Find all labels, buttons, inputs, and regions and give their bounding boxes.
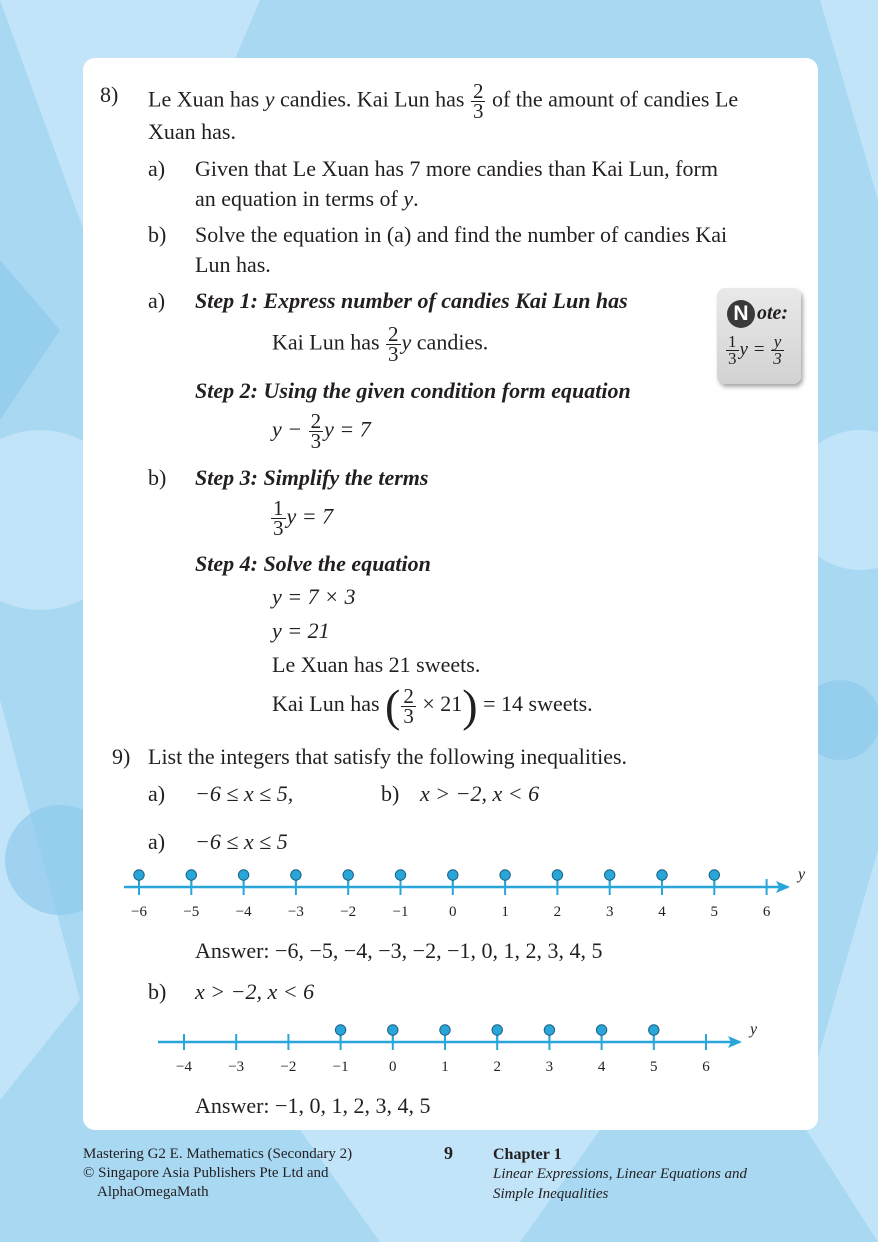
number-line-a-dot <box>709 870 719 880</box>
chapter-title: Simple Inequalities <box>493 1186 609 1202</box>
page-number: 9 <box>444 1143 453 1163</box>
number-line-b-dot <box>649 1025 659 1035</box>
step-heading: Step 3: Simplify the terms <box>195 465 429 490</box>
number-line-a-dot <box>552 870 562 880</box>
question-text: Xuan has. <box>148 119 236 144</box>
chapter-label: Chapter 1 <box>493 1146 562 1163</box>
question-number: 9) <box>112 744 131 769</box>
solution-label: b) <box>148 465 167 490</box>
footer-copyright: AlphaOmegaMath <box>97 1184 209 1200</box>
solution-label: a) <box>148 829 166 854</box>
content-card <box>83 58 818 1130</box>
step-heading: Step 1: Express number of candies Kai Lun has <box>195 288 628 313</box>
number-line-a-dot <box>186 870 196 880</box>
part-text: Solve the equation in (a) and find the number of candies Kai <box>195 222 728 247</box>
number-line-a-tick-label: 1 <box>501 904 509 920</box>
number-line-a-tick-label: 2 <box>553 904 562 920</box>
inequality: x > −2, x < 6 <box>195 979 315 1004</box>
number-line-a-tick-label: 5 <box>710 904 719 920</box>
number-line-a-dot <box>291 870 301 880</box>
note-equation: $\frac{1}{3}$ y = $\frac{y}{3}$ <box>728 332 782 368</box>
equation: y = 7 × 3 <box>272 584 356 609</box>
part-text: an equation in terms of y. <box>195 186 419 211</box>
number-line-a-tick-label: −5 <box>183 904 200 920</box>
number-line-a-dot <box>605 870 615 880</box>
number-line-a-tick-label: 4 <box>658 904 666 920</box>
number-line-b-dot <box>440 1025 450 1035</box>
number-line-b-tick-label: −4 <box>176 1059 192 1075</box>
number-line-a-dot <box>448 870 458 880</box>
note-badge-icon: N <box>727 300 755 328</box>
solution-line: Le Xuan has 21 sweets. <box>272 652 481 677</box>
number-line-b-dot <box>335 1025 345 1035</box>
number-line-a-dot <box>500 870 510 880</box>
solution-line: Kai Lun has $\frac{2}{3}$ y candies. <box>272 322 489 366</box>
number-line-a <box>110 860 810 924</box>
equation: y − $\frac{2}{3}$ y = 7 <box>272 409 371 453</box>
equation: $\frac{1}{3}$ y = 7 <box>273 496 334 540</box>
number-line-b-dot <box>544 1025 554 1035</box>
footer-book-title: Mastering G2 E. Mathematics (Secondary 2) <box>83 1146 353 1162</box>
number-line-a-tick-label: −1 <box>392 904 409 920</box>
number-line-b-axis-label: y <box>750 1021 758 1038</box>
number-line-b-tick-label: 1 <box>441 1059 449 1075</box>
number-line-b-tick-label: 3 <box>545 1059 554 1075</box>
solution-line: Kai Lun has ( $\frac{2}{3}$ × 21) = 14 sweets. <box>272 680 593 731</box>
solution-label: a) <box>148 288 166 313</box>
number-line-a-dot <box>134 870 144 880</box>
number-line-a-tick-label: 3 <box>605 904 614 920</box>
part-label: b) <box>148 222 167 247</box>
chapter-title: Linear Expressions, Linear Equations and <box>493 1166 748 1182</box>
inequality: −6 ≤ x ≤ 5 <box>195 829 288 854</box>
number-line-b-tick-label: 0 <box>389 1059 397 1075</box>
number-line-b-dot <box>596 1025 606 1035</box>
number-line-a-tick-label: −2 <box>340 904 357 920</box>
footer-copyright: © Singapore Asia Publishers Pte Ltd and <box>83 1165 329 1181</box>
equation: y = 21 <box>272 618 330 643</box>
part-label: b) <box>381 781 400 806</box>
number-line-a-tick-label: −4 <box>235 904 252 920</box>
number-line-b-tick-label: −1 <box>332 1059 349 1075</box>
number-line-b-tick-label: 6 <box>702 1059 710 1075</box>
number-line-a-dot <box>238 870 248 880</box>
part-label: a) <box>148 156 166 181</box>
answer-text: Answer: −1, 0, 1, 2, 3, 4, 5 <box>195 1093 431 1118</box>
number-line-b-tick-label: 5 <box>650 1059 658 1075</box>
answer-text: Answer: −6, −5, −4, −3, −2, −1, 0, 1, 2, 3, 4, 5 <box>195 938 603 963</box>
inequality: x > −2, x < 6 <box>420 781 540 806</box>
number-line-a-dot <box>343 870 353 880</box>
note-box <box>717 288 801 384</box>
inequality: −6 ≤ x ≤ 5, <box>195 781 294 806</box>
number-line-a-dot <box>395 870 405 880</box>
part-text: Given that Le Xuan has 7 more candies than Kai Lun, form <box>195 156 718 181</box>
number-line-b-tick-label: −2 <box>280 1059 297 1075</box>
number-line-b-tick-label: 4 <box>597 1059 606 1075</box>
number-line-a-tick-label: −6 <box>131 904 147 920</box>
question-number: 8) <box>100 82 119 107</box>
part-text: Lun has. <box>195 252 271 277</box>
number-line-a-axis-label: y <box>798 866 806 883</box>
note-title: ote: <box>757 302 789 324</box>
number-line-a-tick-label: 6 <box>762 904 771 920</box>
number-line-a-tick-label: −3 <box>287 904 304 920</box>
number-line-b-tick-label: 2 <box>493 1059 501 1075</box>
step-heading: Step 4: Solve the equation <box>195 551 431 576</box>
question-text: List the integers that satisfy the following inequalities. <box>148 744 628 769</box>
number-line-b-tick-label: −3 <box>228 1059 245 1075</box>
fraction: $\frac{2}{3}$ <box>472 79 484 123</box>
number-line-b-dot <box>492 1025 502 1035</box>
part-label: a) <box>148 781 166 806</box>
step-heading: Step 2: Using the given condition form equation <box>195 378 631 403</box>
number-line-b <box>150 1015 770 1079</box>
solution-label: b) <box>148 979 167 1004</box>
number-line-a-tick-label: 0 <box>449 904 457 920</box>
number-line-b-dot <box>388 1025 398 1035</box>
question-text: Le Xuan has y candies. Kai Lun has $\frac{2}{3}$ of the amount of candies Le <box>148 79 739 123</box>
number-line-a-dot <box>657 870 667 880</box>
